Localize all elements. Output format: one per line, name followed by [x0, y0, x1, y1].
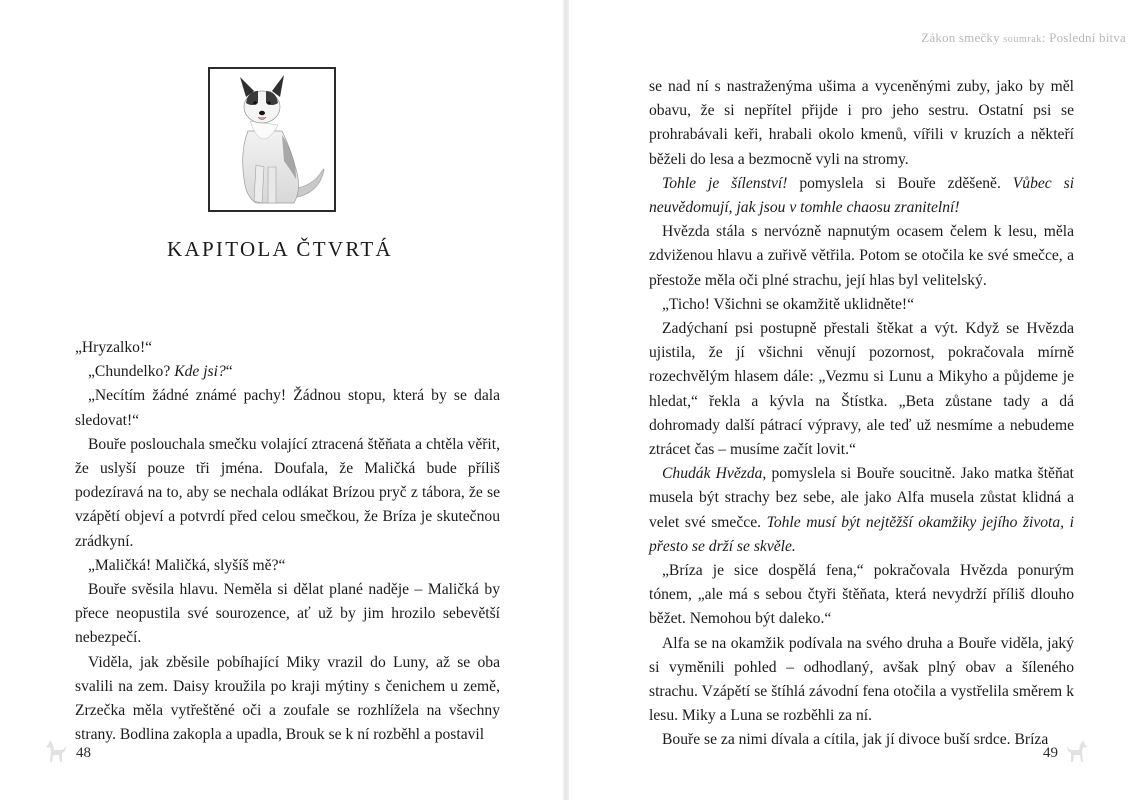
- paragraph: [649, 317, 1074, 462]
- text-segment: Hvězda stála s nervózně napnutým ocasem čelem k lesu, měla zdviženou hlavu a zuřivě větřila. Potom se otočila ke své smečce, a přestože měla oči plné strachu, její hlas byl velitelský.: [649, 223, 1074, 289]
- paragraph: [649, 220, 1074, 293]
- right-page: [566, 0, 1132, 800]
- paragraph: [75, 578, 500, 651]
- paragraph: [75, 384, 500, 432]
- paragraph: [649, 728, 1074, 752]
- text-segment: Alfa se na okamžik podívala na svého druha a Bouře viděla, jaký si vyměnili pohled – odhodlaný, avšak plný obav a šíleného strachu. Vzápětí se štíhlá závodní fena otočila a vystřelila směrem k lesu. Miky a Luna se rozběhli za ní.: [649, 634, 1074, 725]
- running-head-smallcaps: soumrak: [1003, 34, 1042, 45]
- chapter-title: KAPITOLA ČTVRTÁ: [167, 237, 393, 261]
- paragraph: [649, 75, 1074, 172]
- italic-text: Tohle je šílenství!: [662, 174, 788, 192]
- paragraph: [649, 462, 1074, 559]
- paragraph: [649, 293, 1074, 317]
- page-number: 49: [1043, 745, 1058, 761]
- paragraph: [75, 651, 500, 748]
- text-segment: pomyslela si Bouře zděšeně.: [787, 174, 1013, 192]
- page-number: 48: [76, 745, 91, 761]
- text-segment: „Ticho! Všichni se okamžitě uklidněte!“: [662, 295, 915, 313]
- paragraph: [75, 433, 500, 554]
- paragraph: [75, 554, 500, 578]
- text-segment: pomyslela si Bouře soucitně. Jako matka štěňat musela být strachy bez sebe, ale jako Alfa musela zůstat klidná a velet své smečce.: [649, 465, 1074, 531]
- sitting-dog-illustration: [208, 67, 336, 212]
- text-segment: „Bríza je sice dospělá fena,“ pokračovala Hvězda ponurým tónem, „ale má s sebou čtyři štěňata, která nevydrží příliš dlouho běžet. Nemohou být daleko.“: [649, 562, 1074, 628]
- text-segment: „Maličká! Maličká, slyšíš mě?“: [88, 556, 286, 574]
- italic-text: Tohle musí být nejtěžší okamžiky jejího života, i přesto se drží se skvěle.: [649, 513, 1074, 555]
- text-segment: Bouře svěsila hlavu. Neměla si dělat plané naděje – Maličká by přece neopustila své sourozence, ať už by jim hrozilo sebevětší nebezpečí.: [75, 581, 500, 647]
- running-head-suffix: : Poslední bitva: [1041, 30, 1126, 45]
- italic-text: Chudák Hvězda,: [662, 465, 767, 483]
- dog-silhouette-icon: [1063, 738, 1089, 769]
- text-segment: se nad ní s nastraženýma ušima a vyceněnými zuby, jako by měl obavu, že si nepřítel přijde i pro jeho sestru. Ostatní psi se prohrabávali keři, hrabali okolo kmenů, vířili v kruzích a někteří běželi do lesa a bezmocně vyli na stromy.: [649, 78, 1074, 168]
- paragraph: [75, 360, 500, 384]
- text-segment: Bouře poslouchala smečku volající ztracená štěňata a chtěla věřit, že uslyší pouze tři jména. Doufala, že Maličká bude příliš podezíravá na to, aby se nechala odlákat Brízou pryč z tábora, že se vzápětí objeví a potvrdí před celou smečkou, že Bríza je skutečnou zrádkyní.: [75, 435, 500, 550]
- text-segment: „Chundelko?: [88, 363, 175, 381]
- paragraph: [649, 172, 1074, 220]
- text-segment: „Hryzalko!“: [75, 339, 153, 356]
- right-body-text: [649, 75, 1074, 753]
- text-segment: „Necítím žádné známé pachy! Žádnou stopu, která by se dala sledovat!“: [75, 387, 500, 429]
- paragraph: [649, 632, 1074, 729]
- text-segment: Bouře se za nimi dívala a cítila, jak jí divoce buší srdce. Bríza: [662, 731, 1049, 749]
- italic-text: Kde jsi?: [174, 363, 226, 381]
- italic-text: Vůbec si neuvědomují, jak jsou v tomhle chaosu zranitelní!: [649, 174, 1075, 217]
- running-head-prefix: Zákon smečky: [921, 30, 1000, 45]
- dog-silhouette-icon: [44, 738, 68, 769]
- text-segment: Viděla, jak zběsile pobíhající Miky vrazil do Luny, až se oba svalili na zem. Daisy kroužila po kraji mýtiny s čenichem u země, Zrzečka měla vytřeštěné oči a zoufale se rozhlížela na všechny strany. Bodlina zakopla a upadla, Brouk se k ní rozběhl a postavil: [75, 653, 500, 744]
- left-body-text: [75, 336, 500, 747]
- paragraph: [649, 559, 1074, 632]
- paragraph: [75, 336, 500, 360]
- running-head: [716, 30, 1126, 46]
- text-segment: “: [225, 363, 233, 381]
- text-segment: Zadýchaní psi postupně přestali štěkat a výt. Když se Hvězda ujistila, že jí všichni věnují pozornost, pokračovala mírně rozechvělým hlasem dále: „Vezmu si Lunu a Mikyho a půjdeme je hledat,“ řekla a kývla na Štístka. „Beta zůstane tady a dá dohromady další pátrací výpravy, ale teď už nesmíme a nebudeme ztrácet čas – musíme začít lovit.“: [649, 320, 1074, 459]
